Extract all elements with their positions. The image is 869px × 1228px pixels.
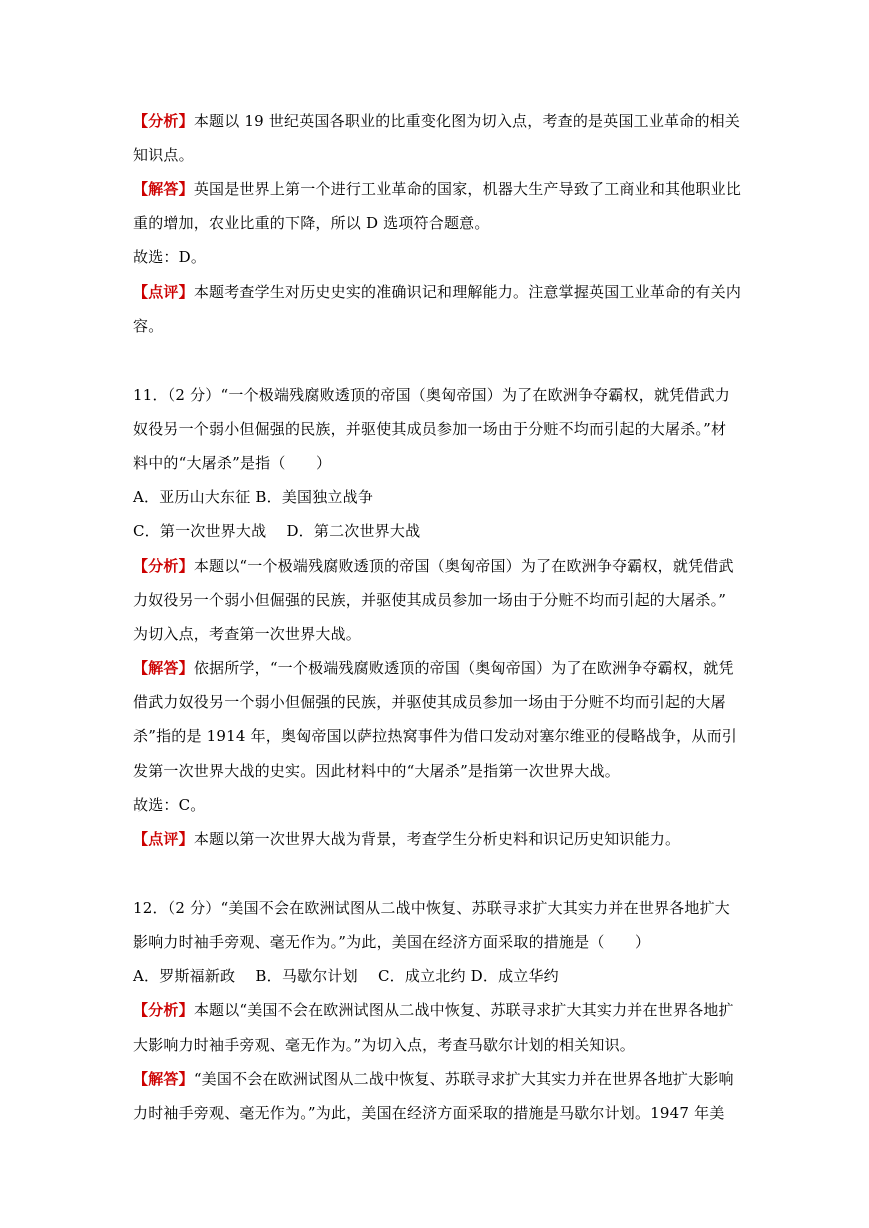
q11-comment-line-1: 【点评】本题以第一次世界大战为背景，考查学生分析史料和识记历史知识能力。 [133,830,681,848]
q11-analysis-line-2: 力奴役另一个弱小但倔强的民族，并驱使其成员参加一场由于分赃不均而引起的大屠杀。” [133,591,727,609]
q10-analysis-line-2: 知识点。 [133,146,194,164]
answer-tag: 【解答】 [133,659,194,677]
q10-comment-line-2: 容。 [133,317,164,335]
analysis-tag: 【分析】 [133,112,194,130]
q11-stem-line-1: 11．（2 分）“一个极端残腐败透顶的帝国（奥匈帝国）为了在欧洲争夺霸权，就凭借武力 [133,386,730,404]
q11-stem-line-3: 料中的“大屠杀”是指（ ） [133,454,332,472]
q10-answer-line-1: 【解答】英国是世界上第一个进行工业革命的国家，机器大生产导致了工商业和其他职业比 [133,180,742,198]
q10-analysis-line-1: 【分析】本题以 19 世纪英国各职业的比重变化图为切入点，考查的是英国工业革命的相关 [133,112,741,130]
q11-choice: 故选：C。 [133,796,206,814]
comment-tag: 【点评】 [133,283,194,301]
q12-stem-line-2: 影响力时袖手旁观、毫无作为。”为此，美国在经济方面采取的措施是（ ） [133,933,651,951]
analysis-tag: 【分析】 [133,1001,194,1019]
q11-answer-line-2: 借武力奴役另一个弱小但倔强的民族，并驱使其成员参加一场由于分赃不均而引起的大屠 [133,693,726,711]
q12-stem-line-1: 12．（2 分）“美国不会在欧洲试图从二战中恢复、苏联寻求扩大其实力并在世界各地扩大 [133,899,730,917]
q11-analysis-line-3: 为切入点，考查第一次世界大战。 [133,625,362,643]
q11-answer-line-3: 杀”指的是 1914 年，奥匈帝国以萨拉热窝事件为借口发动对塞尔维亚的侵略战争，从而引 [133,727,737,745]
q12-answer-line-2: 力时袖手旁观、毫无作为。”为此，美国在经济方面采取的措施是马歇尔计划。1947 年美 [133,1104,725,1122]
q12-option-line-1: A．罗斯福新政 B．马歇尔计划 C．成立北约 D．成立华约 [133,967,559,985]
q10-choice: 故选：D。 [133,248,207,266]
answer-tag: 【解答】 [133,180,194,198]
q11-option-line-1: A．亚历山大东征 B．美国独立战争 [133,488,374,506]
q11-answer-line-4: 发第一次世界大战的史实。因此材料中的“大屠杀”是指第一次世界大战。 [133,762,620,780]
q11-stem-line-2: 奴役另一个弱小但倔强的民族，并驱使其成员参加一场由于分赃不均而引起的大屠杀。”材 [133,420,727,438]
q12-analysis-line-2: 大影响力时袖手旁观、毫无作为。”为切入点，考查马歇尔计划的相关知识。 [133,1036,635,1054]
q12-analysis-line-1: 【分析】本题以“美国不会在欧洲试图从二战中恢复、苏联寻求扩大其实力并在世界各地扩 [133,1001,734,1019]
q10-answer-line-2: 重的增加，农业比重的下降，所以 D 选项符合题意。 [133,214,490,232]
q11-option-line-2: C．第一次世界大战 D．第二次世界大战 [133,522,421,540]
q12-answer-line-1: 【解答】“美国不会在欧洲试图从二战中恢复、苏联寻求扩大其实力并在世界各地扩大影响 [133,1070,734,1088]
q11-answer-line-1: 【解答】依据所学，“一个极端残腐败透顶的帝国（奥匈帝国）为了在欧洲争夺霸权，就凭 [133,659,734,677]
answer-tag: 【解答】 [133,1070,194,1088]
comment-tag: 【点评】 [133,830,194,848]
q11-analysis-line-1: 【分析】本题以“一个极端残腐败透顶的帝国（奥匈帝国）为了在欧洲争夺霸权，就凭借武 [133,557,734,575]
analysis-tag: 【分析】 [133,557,194,575]
q10-comment-line-1: 【点评】本题考查学生对历史史实的准确识记和理解能力。注意掌握英国工业革命的有关内 [133,283,742,301]
